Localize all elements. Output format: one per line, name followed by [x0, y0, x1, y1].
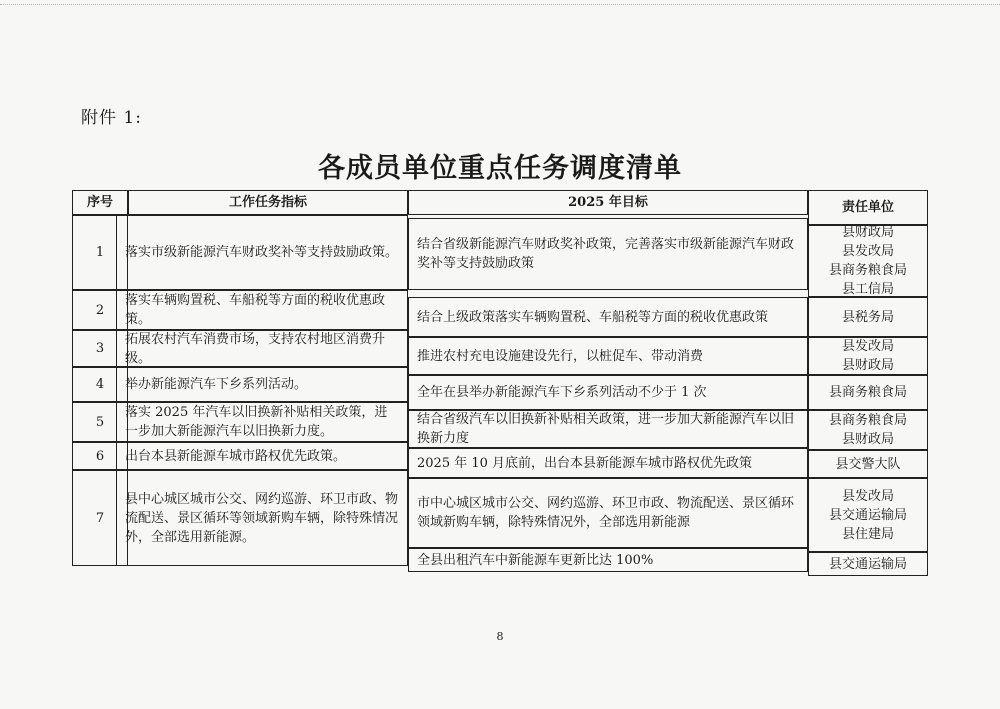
dept-cell: 县商务粮食局 县财政局 — [808, 410, 928, 450]
header-dept: 责任单位 — [808, 190, 928, 225]
dept-cell: 县交通运输局 — [808, 552, 928, 576]
goal-cell: 结合上级政策落实车辆购置税、车船税等方面的税收优惠政策 — [408, 297, 808, 337]
page-number: 8 — [496, 630, 504, 643]
row-number: 2 — [72, 290, 128, 330]
task-cell: 落实车辆购置税、车船税等方面的税收优惠政策。 — [116, 290, 408, 330]
dept-cell: 县发改局 县交通运输局 县住建局 — [808, 478, 928, 552]
dept-cell: 县商务粮食局 — [808, 375, 928, 410]
header-task: 工作任务指标 — [128, 190, 408, 215]
dept-cell: 县发改局 县财政局 — [808, 337, 928, 375]
dept-cell: 县税务局 — [808, 297, 928, 337]
attachment-label: 附件 1: — [81, 108, 142, 128]
goal-cell: 2025 年 10 月底前，出台本县新能源车城市路权优先政策 — [408, 448, 808, 478]
header-no: 序号 — [72, 190, 128, 215]
goal-cell: 结合省级汽车以旧换新补贴相关政策，进一步加大新能源汽车以旧换新力度 — [408, 410, 808, 448]
task-cell: 落实 2025 年汽车以旧换新补贴相关政策，进一步加大新能源汽车以旧换新力度。 — [116, 402, 408, 442]
task-cell: 落实市级新能源汽车财政奖补等支持鼓励政策。 — [116, 215, 408, 290]
goal-cell: 结合省级新能源汽车财政奖补政策，完善落实市级新能源汽车财政奖补等支持鼓励政策 — [408, 218, 808, 290]
task-cell: 举办新能源汽车下乡系列活动。 — [116, 367, 408, 402]
row-number: 4 — [72, 367, 128, 402]
row-number: 7 — [72, 470, 128, 566]
goal-cell: 全年在县举办新能源汽车下乡系列活动不少于 1 次 — [408, 375, 808, 410]
task-cell: 拓展农村汽车消费市场，支持农村地区消费升级。 — [116, 330, 408, 367]
task-cell: 出台本县新能源车城市路权优先政策。 — [116, 442, 408, 470]
goal-cell: 市中心城区城市公交、网约巡游、环卫市政、物流配送、景区循环领域新购车辆，除特殊情况外，全部选用新能源 — [408, 478, 808, 548]
task-cell: 县中心城区城市公交、网约巡游、环卫市政、物流配送、景区循环等领域新购车辆，除特殊情况外，全部选用新能源。 — [116, 470, 408, 566]
row-number: 1 — [72, 215, 128, 290]
top-divider — [0, 4, 1000, 5]
header-goal: 2025 年目标 — [408, 190, 808, 215]
row-number: 5 — [72, 402, 128, 442]
goal-cell: 推进农村充电设施建设先行，以桩促车、带动消费 — [408, 337, 808, 375]
dept-cell: 县交警大队 — [808, 450, 928, 478]
goal-cell: 全县出租汽车中新能源车更新比达 100% — [408, 548, 808, 572]
row-number: 6 — [72, 442, 128, 470]
page-title: 各成员单位重点任务调度清单 — [318, 153, 682, 184]
row-number: 3 — [72, 330, 128, 367]
dept-cell: 县财政局 县发改局 县商务粮食局 县工信局 — [808, 225, 928, 297]
